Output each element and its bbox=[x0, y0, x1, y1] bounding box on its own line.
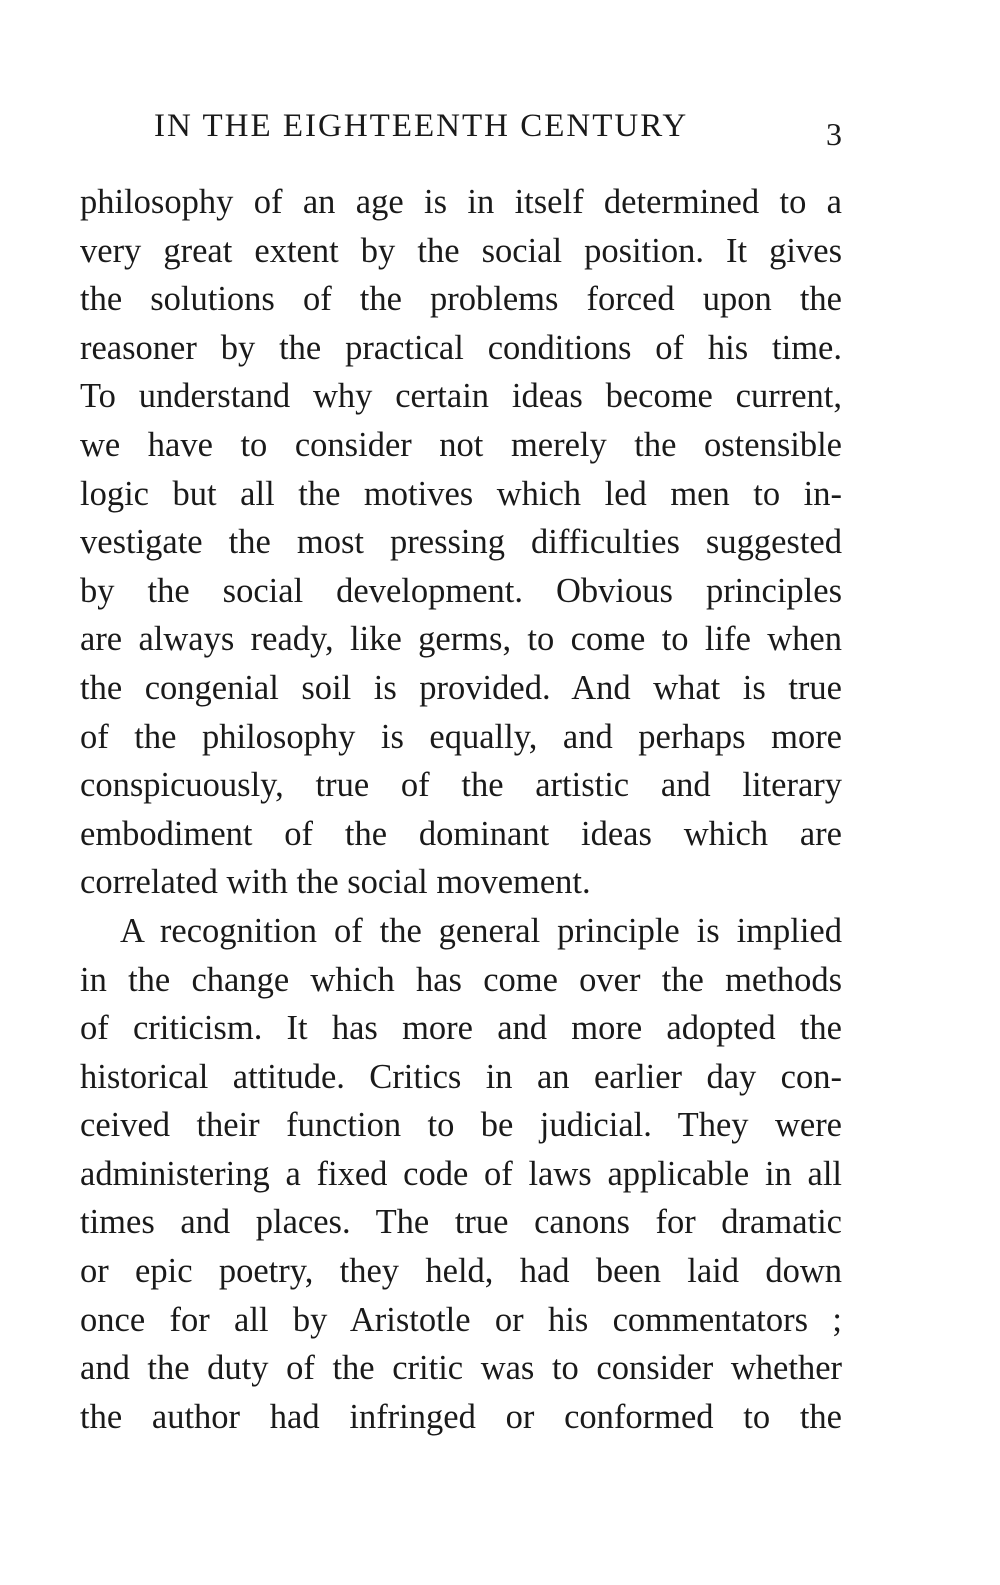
text-line: by the social development. Obvious principles bbox=[80, 571, 842, 610]
text-line: administering a fixed code of laws applicable in all bbox=[80, 1154, 842, 1193]
body-text bbox=[80, 178, 842, 1441]
text-line: once for all by Aristotle or his commentators ; bbox=[80, 1300, 842, 1339]
text-line: reasoner by the practical conditions of his time. bbox=[80, 328, 842, 367]
paragraph-1 bbox=[80, 178, 842, 907]
text-line: we have to consider not merely the ostensible bbox=[80, 425, 842, 464]
text-line: are always ready, like germs, to come to life when bbox=[80, 620, 842, 659]
text-line: correlated with the social movement. bbox=[80, 863, 591, 902]
text-line: very great extent by the social position. It gives bbox=[80, 231, 842, 270]
paragraph-2 bbox=[80, 907, 842, 1442]
text-line: vestigate the most pressing difficulties suggested bbox=[80, 523, 842, 562]
text-line: historical attitude. Critics in an earlier day con- bbox=[80, 1057, 842, 1096]
text-line: the author had infringed or conformed to the bbox=[80, 1397, 842, 1436]
running-head bbox=[80, 108, 842, 158]
text-line: logic but all the motives which led men to in- bbox=[80, 474, 842, 513]
page-number: 3 bbox=[826, 116, 842, 152]
text-line: embodiment of the dominant ideas which are bbox=[80, 814, 842, 853]
text-line: the congenial soil is provided. And what is true bbox=[80, 668, 842, 707]
text-line: or epic poetry, they held, had been laid down bbox=[80, 1252, 842, 1291]
text-line: the solutions of the problems forced upon the bbox=[80, 280, 842, 319]
text-line: conspicuously, true of the artistic and literary bbox=[80, 766, 842, 805]
running-title: IN THE EIGHTEENTH CENTURY bbox=[154, 108, 689, 144]
text-line: A recognition of the general principle is implied bbox=[120, 911, 842, 950]
text-line: of criticism. It has more and more adopted the bbox=[80, 1009, 842, 1048]
text-line: of the philosophy is equally, and perhaps more bbox=[80, 717, 842, 756]
text-line: ceived their function to be judicial. They were bbox=[80, 1106, 842, 1145]
text-line: times and places. The true canons for dramatic bbox=[80, 1203, 842, 1242]
text-line: and the duty of the critic was to consider whether bbox=[80, 1349, 842, 1388]
text-line: philosophy of an age is in itself determined to a bbox=[80, 183, 842, 221]
text-line: in the change which has come over the methods bbox=[80, 960, 842, 999]
text-line: To understand why certain ideas become current, bbox=[80, 377, 842, 416]
